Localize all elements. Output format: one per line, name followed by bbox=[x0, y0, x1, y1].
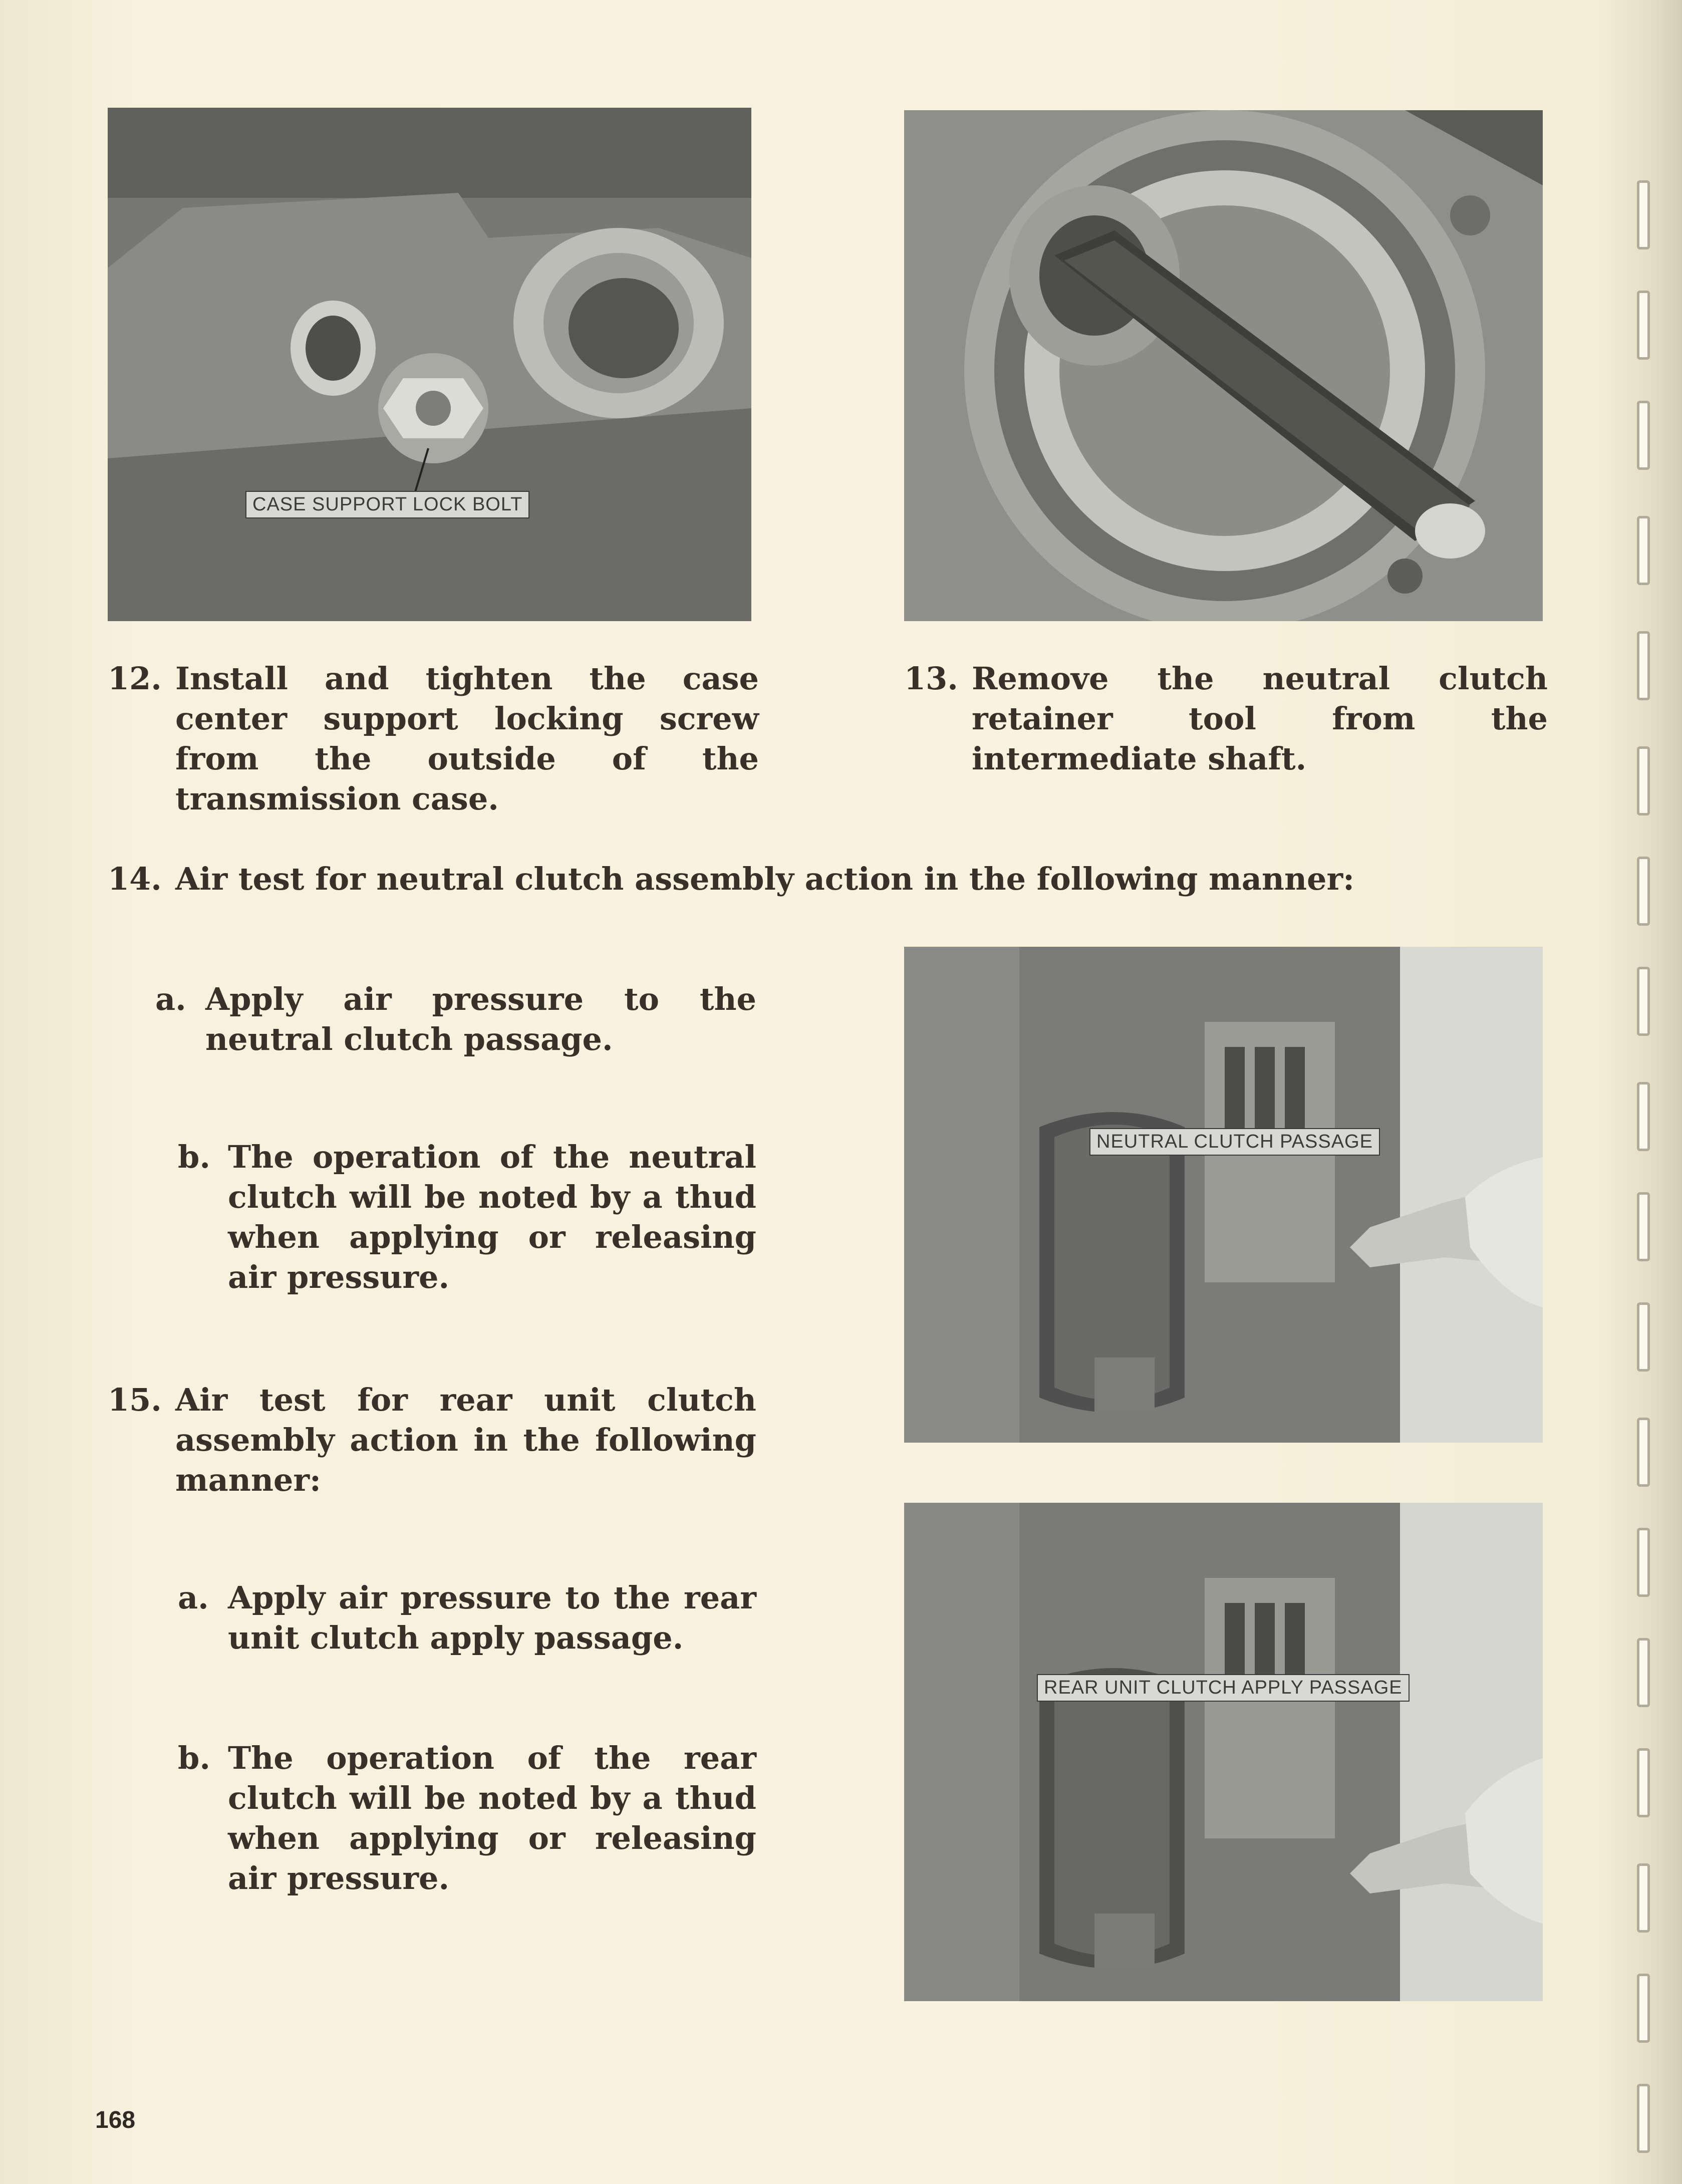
substep-text: The operation of the neutral clutch will be noted by a thud when applying or releasing air pressure. bbox=[228, 1139, 756, 1295]
substep-letter: a. bbox=[155, 981, 186, 1017]
binder-hole bbox=[1637, 1418, 1650, 1487]
step-14b bbox=[178, 1137, 756, 1297]
photo-illustration bbox=[904, 110, 1543, 621]
step-number: 13. bbox=[904, 660, 958, 697]
step-14a bbox=[155, 979, 756, 1059]
step-14 bbox=[108, 859, 1560, 899]
step-number: 14. bbox=[108, 861, 162, 897]
binder-hole bbox=[1637, 967, 1650, 1036]
binder-hole bbox=[1637, 746, 1650, 815]
photo-label: NEUTRAL CLUTCH PASSAGE bbox=[1089, 1128, 1380, 1156]
step-12 bbox=[108, 659, 759, 819]
binder-hole bbox=[1637, 631, 1650, 700]
step-number: 15. bbox=[108, 1382, 162, 1418]
photo-rear-unit-clutch-apply-passage bbox=[904, 1503, 1543, 2001]
step-text: Remove the neutral clutch retainer tool from the intermediate shaft. bbox=[972, 660, 1548, 777]
substep-text: The operation of the rear clutch will be noted by a thud when applying or releasing air pressure. bbox=[228, 1740, 756, 1896]
page-number: 168 bbox=[95, 2107, 136, 2133]
photo-neutral-clutch-passage bbox=[904, 947, 1543, 1443]
substep-letter: b. bbox=[178, 1740, 210, 1776]
photo-illustration bbox=[108, 108, 751, 621]
substep-text: Apply air pressure to the neutral clutch passage. bbox=[205, 981, 756, 1057]
step-15b bbox=[178, 1738, 756, 1898]
step-text: Air test for neutral clutch assembly action in the following manner: bbox=[175, 861, 1355, 897]
step-number: 12. bbox=[108, 660, 162, 697]
step-text: Air test for rear unit clutch assembly action in the following manner: bbox=[175, 1382, 756, 1498]
photo-label: CASE SUPPORT LOCK BOLT bbox=[245, 491, 529, 518]
step-13 bbox=[904, 659, 1548, 779]
photo-case-support-lock-bolt bbox=[108, 108, 751, 621]
photo-illustration bbox=[904, 1503, 1543, 2001]
substep-text: Apply air pressure to the rear unit clutch apply passage. bbox=[228, 1579, 756, 1656]
binder-hole bbox=[1637, 1302, 1650, 1372]
binder-hole bbox=[1637, 1974, 1650, 2043]
binder-hole bbox=[1637, 1748, 1650, 1817]
step-15a bbox=[178, 1578, 756, 1658]
substep-letter: b. bbox=[178, 1139, 210, 1175]
binder-hole bbox=[1637, 1082, 1650, 1151]
binder-hole bbox=[1637, 1863, 1650, 1933]
binder-hole bbox=[1637, 1638, 1650, 1707]
step-text: Install and tighten the case center support locking screw from the outside of the transmission case. bbox=[175, 660, 759, 817]
binder-hole bbox=[1637, 401, 1650, 470]
binder-hole bbox=[1637, 180, 1650, 249]
binder-hole bbox=[1637, 2084, 1650, 2153]
binder-hole bbox=[1637, 1528, 1650, 1597]
binder-hole bbox=[1637, 1192, 1650, 1261]
binder-hole bbox=[1637, 857, 1650, 926]
photo-illustration bbox=[904, 947, 1543, 1443]
substep-letter: a. bbox=[178, 1579, 209, 1616]
binder-hole bbox=[1637, 291, 1650, 360]
step-15 bbox=[108, 1380, 756, 1500]
photo-label: REAR UNIT CLUTCH APPLY PASSAGE bbox=[1037, 1674, 1410, 1702]
binder-hole bbox=[1637, 516, 1650, 585]
photo-intermediate-shaft bbox=[904, 110, 1543, 621]
